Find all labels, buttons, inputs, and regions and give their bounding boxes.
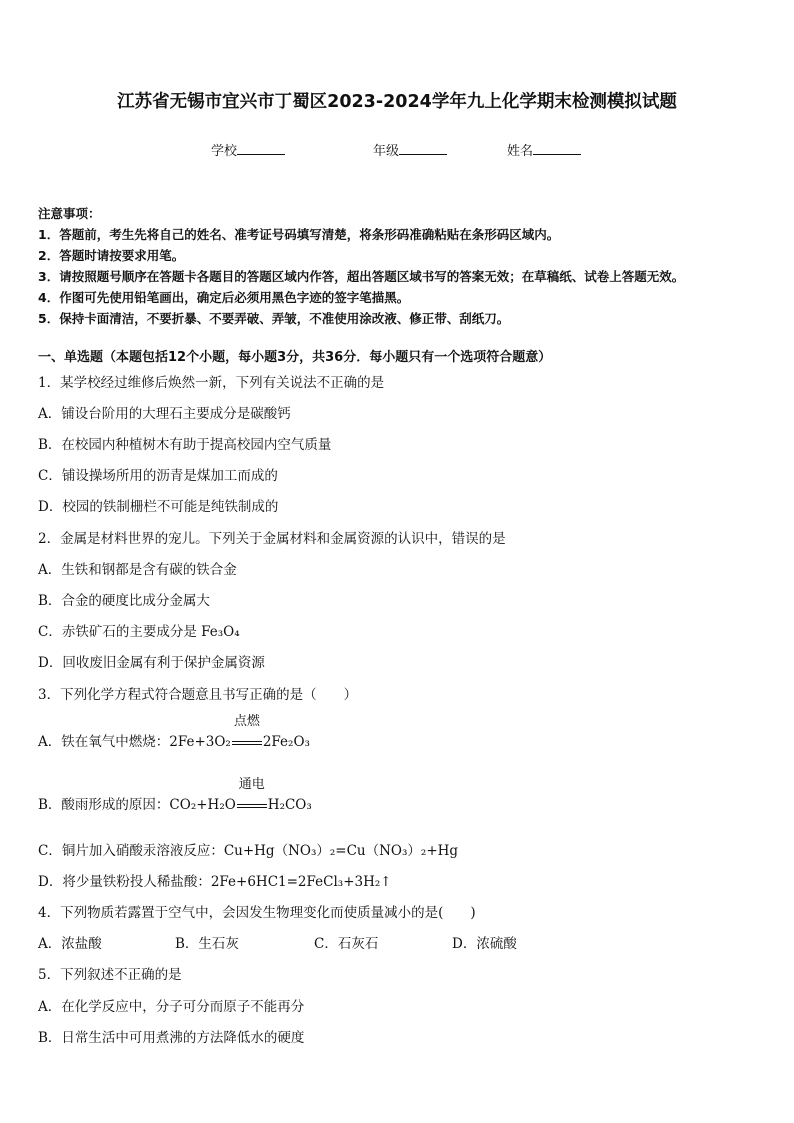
school-field: [211, 140, 285, 159]
double-line: [237, 804, 267, 808]
q1-stem: 1．某学校经过维修后焕然一新，下列有关说法不正确的是: [38, 375, 385, 391]
name-label: 姓名: [507, 144, 534, 159]
q3-a-condition: 点燃: [233, 714, 260, 729]
q3-a-right: 2Fe₂O₃: [262, 734, 310, 750]
note-item: 1．答题前，考生先将自己的姓名、准考证号码填写清楚，将条形码准确粘贴在条形码区域内。: [38, 227, 560, 242]
note-item: 2．答题时请按要求用笔。: [38, 248, 185, 263]
q2-stem: 2．金属是材料世界的宠儿。下列关于金属材料和金属资源的认识中，错误的是: [38, 531, 506, 547]
double-line: [232, 741, 262, 745]
name-field: [507, 140, 581, 159]
q1-option-d: D．校园的铁制栅栏不可能是纯铁制成的: [38, 499, 279, 515]
q3-option-b: [38, 777, 312, 815]
q2-option-a: A．生铁和钢都是含有碳的铁合金: [38, 562, 237, 578]
q3-option-a: [38, 714, 310, 752]
q3-option-c: C．铜片加入硝酸汞溶液反应：Cu+Hg（NO₃）₂=Cu（NO₃）₂+Hg: [38, 843, 459, 859]
q3-a-left: 2Fe+3O₂: [169, 734, 231, 750]
q4-option-c: C．石灰石: [314, 936, 379, 952]
school-blank: [237, 142, 285, 155]
q4-option-a: A．浓盐酸: [38, 936, 102, 952]
grade-field: [373, 140, 447, 159]
note-item: 4．作图可先使用铅笔画出，确定后必须用黑色字迹的签字笔描黑。: [38, 290, 410, 305]
q3-b-condition: 通电: [238, 777, 265, 792]
q3-b-text: B．酸雨形成的原因：: [38, 797, 170, 813]
notes-block: [38, 203, 684, 329]
q2-option-c: C．赤铁矿石的主要成分是 Fe₃O₄: [38, 624, 240, 640]
q4-stem: 4．下列物质若露置于空气中，会因发生物理变化而使质量减小的是( ): [38, 905, 476, 921]
q3-b-left: CO₂+H₂O: [169, 797, 236, 813]
notes-heading: 注意事项：: [38, 206, 101, 221]
q3-option-d: D．将少量铁粉投人稀盐酸：2Fe+6HC1=2FeCl₃+3H₂↑: [38, 874, 392, 890]
school-label: 学校: [211, 144, 238, 159]
grade-blank: [399, 142, 447, 155]
q4-options: [38, 934, 758, 954]
grade-label: 年级: [373, 144, 400, 159]
q4-option-d: D．浓硫酸: [452, 936, 517, 952]
q1-option-c: C．铺设操场所用的沥青是煤加工而成的: [38, 468, 278, 484]
q3-b-equation-sign: [237, 777, 267, 815]
q1-option-b: B．在校园内种植树木有助于提高校园内空气质量: [38, 437, 332, 453]
name-blank: [533, 142, 581, 155]
note-item: 5．保持卡面清洁，不要折暴、不要弄破、弄皱，不准使用涂改液、修正带、刮纸刀。: [38, 311, 510, 326]
note-item: 3．请按照题号顺序在答题卡各题目的答题区域内作答，超出答题区域书写的答案无效；在草稿纸、试卷上答题无效。: [38, 269, 685, 284]
q1-option-a: A．铺设台阶用的大理石主要成分是碳酸钙: [38, 406, 291, 422]
q5-option-b: B．日常生活中可用煮沸的方法降低水的硬度: [38, 1030, 305, 1046]
q2-option-d: D．回收废旧金属有利于保护金属资源: [38, 655, 265, 671]
q2-option-b: B．合金的硬度比成分金属大: [38, 593, 210, 609]
exam-title: 江苏省无锡市宜兴市丁蜀区2023-2024学年九上化学期末检测模拟试题: [117, 92, 677, 112]
q4-option-b: B．生石灰: [175, 936, 239, 952]
section-heading: 一、单选题（本题包括12个小题，每小题3分，共36分．每小题只有一个选项符合题意）: [38, 350, 552, 365]
q3-a-text: A．铁在氧气中燃烧：: [38, 734, 170, 750]
q3-b-right: H₂CO₃: [267, 797, 312, 813]
q3-a-equation-sign: [232, 714, 262, 752]
q3-stem: 3．下列化学方程式符合题意且书写正确的是（ ）: [38, 687, 358, 703]
q5-stem: 5．下列叙述不正确的是: [38, 967, 182, 983]
q5-option-a: A．在化学反应中，分子可分而原子不能再分: [38, 999, 305, 1015]
